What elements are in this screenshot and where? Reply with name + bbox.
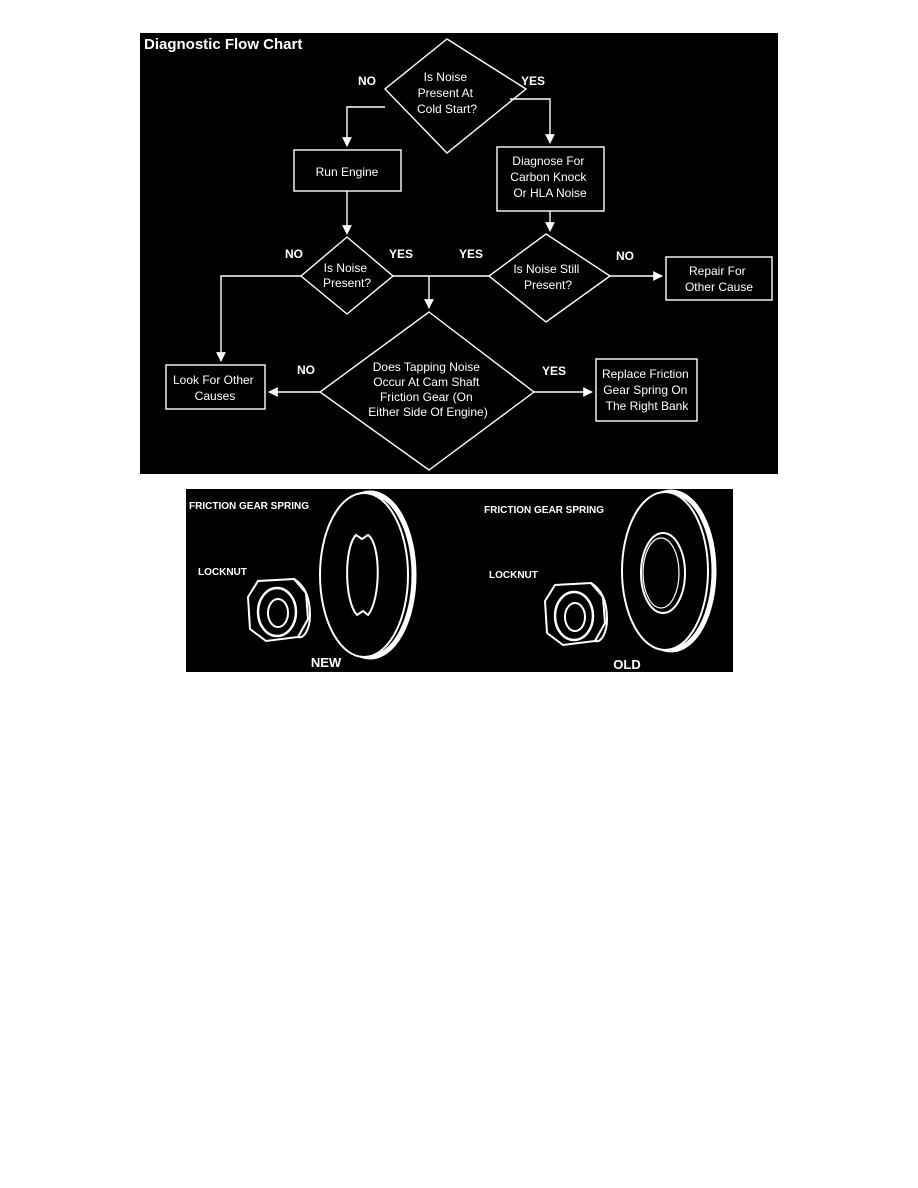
tapping-text: Does Tapping Noise Occur At Cam Shaft Friction Gear (On Either Side Of Engine)	[368, 360, 488, 419]
label-noise-present-yes: YES	[388, 247, 414, 261]
diagnose-text: Diagnose For Carbon Knock Or HLA Noise	[510, 154, 587, 200]
caption-new: NEW	[310, 655, 342, 670]
label-cold-start-yes: YES	[520, 74, 546, 88]
replace-text: Replace Friction Gear Spring On The Right Bank	[601, 367, 689, 413]
flowchart-title: Diagnostic Flow Chart	[144, 36, 303, 53]
diagnostic-flow-chart	[140, 33, 778, 474]
cold-start-text: Is Noise Present At Cold Start?	[416, 70, 478, 116]
label-noise-still-no: NO	[616, 249, 634, 263]
label-tapping-no: NO	[297, 363, 315, 377]
spring-label-new: FRICTION GEAR SPRING	[189, 501, 310, 512]
label-noise-still-yes: YES	[458, 247, 484, 261]
locknut-label-new: LOCKNUT	[198, 567, 247, 578]
label-tapping-yes: YES	[541, 364, 567, 378]
label-noise-present-no: NO	[285, 247, 303, 261]
label-cold-start-no: NO	[358, 74, 376, 88]
look-other-text: Look For Other Causes	[172, 373, 254, 403]
noise-present-text: Is Noise Present?	[322, 261, 372, 290]
friction-gear-spring-old	[622, 492, 714, 650]
noise-still-text: Is Noise Still Present?	[513, 262, 580, 292]
locknut-label-old: LOCKNUT	[489, 570, 538, 581]
friction-gear-spring-new	[320, 493, 414, 657]
spring-label-old: FRICTION GEAR SPRING	[484, 505, 605, 516]
caption-old: OLD	[613, 657, 641, 672]
run-engine-text: Run Engine	[315, 165, 379, 179]
repair-other-text: Repair For Other Cause	[684, 264, 754, 294]
friction-gear-parts-figure	[186, 489, 733, 672]
